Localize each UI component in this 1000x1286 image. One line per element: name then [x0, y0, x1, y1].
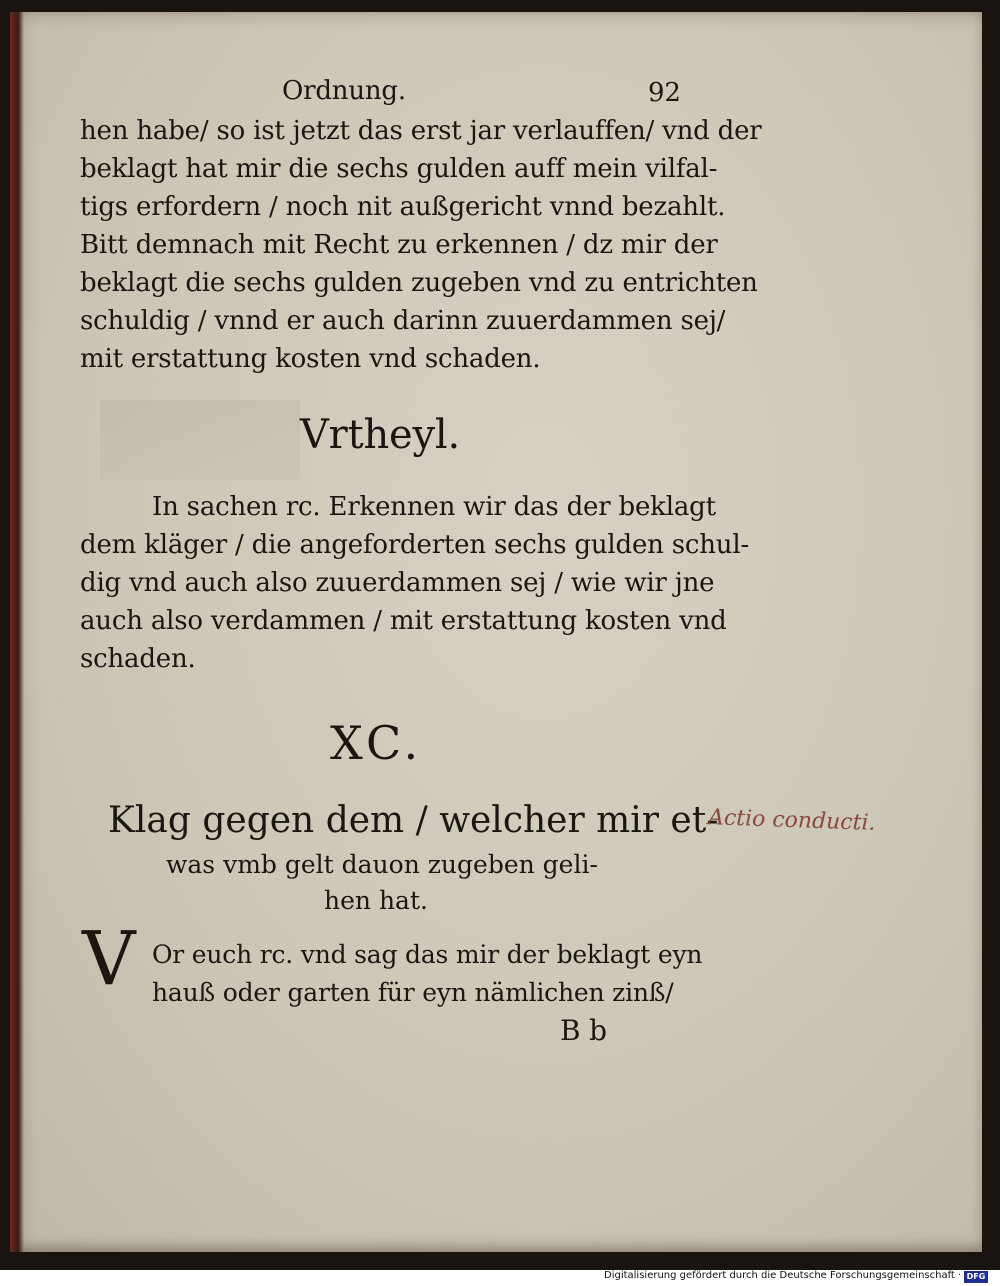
text-line: mit erstattung kosten vnd schaden. [80, 344, 541, 374]
catchword: B b [560, 1014, 607, 1047]
chapter-title-line: was vmb gelt dauon zugeben geli- [166, 850, 598, 879]
digitization-credit: Digitalisierung gefördert durch die Deutsche Forschungsgemeinschaft · [604, 1270, 962, 1281]
chapter-number: XC. [330, 716, 423, 770]
show-through-shadow [100, 400, 300, 480]
text-line: Or euch rc. vnd sag das mir der beklagt eyn [152, 940, 703, 969]
binding-edge [10, 12, 24, 1252]
text-line: schuldig / vnnd er auch darinn zuuerdammen sej/ [80, 306, 726, 336]
text-line: tigs erfordern / noch nit außgericht vnnd bezahlt. [80, 192, 726, 222]
chapter-title-line: Klag gegen dem / welcher mir et- [108, 800, 719, 841]
page-number: 92 [648, 78, 681, 108]
text-line: In sachen rc. Erkennen wir das der beklagt [152, 492, 716, 522]
text-line: beklagt hat mir die sechs gulden auff mein vilfal- [80, 154, 718, 184]
text-line: beklagt die sechs gulden zugeben vnd zu entrichten [80, 268, 758, 298]
running-head: Ordnung. [282, 76, 406, 106]
chapter-title-line: hen hat. [324, 886, 428, 915]
text-line: Bitt demnach mit Recht zu erkennen / dz mir der [80, 230, 718, 260]
text-line: dig vnd auch also zuuerdammen sej / wie wir jne [80, 568, 715, 598]
section-heading: Vrtheyl. [300, 412, 461, 458]
text-line: dem kläger / die angeforderten sechs gulden schul- [80, 530, 750, 560]
text-line: hauß oder garten für eyn nämlichen zinß/ [152, 978, 674, 1007]
text-line: hen habe/ so ist jetzt das erst jar verlauffen/ vnd der [80, 116, 762, 146]
handwritten-margin-note: Actio conducti. [707, 805, 876, 836]
text-line: schaden. [80, 644, 196, 674]
drop-cap-initial: V [82, 916, 136, 1002]
text-line: auch also verdammen / mit erstattung kosten vnd [80, 606, 727, 636]
dfg-logo: DFG [964, 1271, 988, 1283]
